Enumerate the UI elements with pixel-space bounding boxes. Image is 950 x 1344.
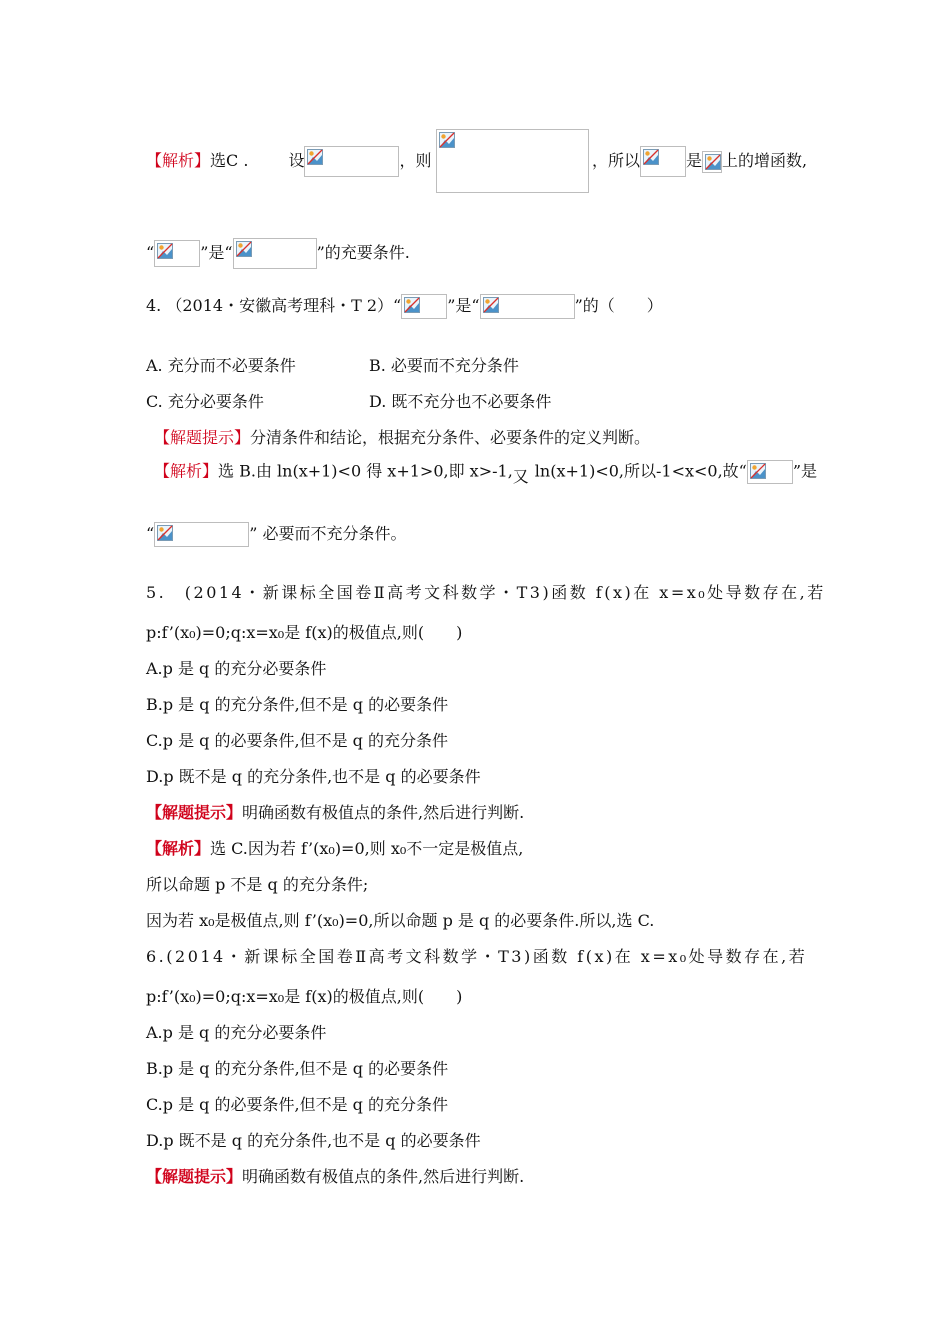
broken-image-icon: [705, 154, 721, 170]
q3-analysis-line1-cont: ，所以 是 上的增函数,: [592, 146, 807, 177]
q4-hint: 【解题提示】分清条件和结论，根据充分条件、必要条件的定义判断。: [154, 428, 651, 447]
q6-option-c: C.p 是 q 的必要条件,但不是 q 的充分条件: [146, 1095, 449, 1114]
broken-image-icon: [236, 241, 252, 257]
q6-stem-line1: 6.(2014・新课标全国卷Ⅱ高考文科数学・T3)函数 f(x)在 x=x₀处导数存在,若: [146, 947, 808, 966]
formula-image: [233, 238, 317, 269]
q6-stem-line2: p:f’(x₀)=0;q:x=x₀是 f(x)的极值点,则( ): [146, 987, 463, 1006]
analysis-tag: 【解析】: [146, 839, 211, 858]
q3-analysis-line2: “ ”是“ ”的充要条件.: [146, 238, 410, 269]
q4-option-b: B. 必要而不充分条件: [369, 356, 519, 375]
broken-image-icon: [404, 297, 420, 313]
analysis-tag: 【解析】: [154, 461, 219, 481]
q5-stem-line2: p:f’(x₀)=0;q:x=x₀是 f(x)的极值点,则( ): [146, 623, 463, 642]
q4-option-d: D. 既不充分也不必要条件: [369, 392, 552, 411]
q4-analysis-line2: “ ” 必要而不充分条件。: [146, 522, 406, 547]
q6-option-a: A.p 是 q 的充分必要条件: [146, 1023, 327, 1042]
q4-option-a: A. 充分而不必要条件: [146, 356, 296, 375]
formula-image: [747, 460, 793, 484]
formula-image: [436, 129, 589, 193]
broken-image-icon: [439, 132, 455, 148]
formula-image: [480, 294, 575, 319]
hint-tag: 【解题提示】: [146, 1167, 243, 1186]
hint-tag: 【解题提示】: [154, 428, 251, 447]
formula-image: [154, 240, 200, 267]
q4-option-c: C. 充分必要条件: [146, 392, 264, 411]
q5-hint: 【解题提示】明确函数有极值点的条件,然后进行判断.: [146, 803, 525, 822]
formula-image: [154, 522, 249, 547]
broken-image-icon: [643, 149, 659, 165]
q6-option-d: D.p 既不是 q 的充分条件,也不是 q 的必要条件: [146, 1131, 481, 1150]
q5-option-c: C.p 是 q 的必要条件,但不是 q 的充分条件: [146, 731, 449, 750]
q3-analysis-line1: 【解析】选C . 设 ，则: [146, 146, 431, 177]
broken-image-icon: [750, 463, 766, 479]
q4-analysis-line1: 【解析】选 B.由 ln(x+1)<0 得 x+1>0,即 x>-1,又 ln(x+1)<0,所以-1<x<0,故“ ”是: [154, 461, 818, 486]
q6-hint: 【解题提示】明确函数有极值点的条件,然后进行判断.: [146, 1167, 525, 1186]
analysis-tag: 【解析】: [146, 151, 211, 170]
q6-option-b: B.p 是 q 的充分条件,但不是 q 的必要条件: [146, 1059, 449, 1078]
broken-image-icon: [157, 525, 173, 541]
q5-option-d: D.p 既不是 q 的充分条件,也不是 q 的必要条件: [146, 767, 481, 786]
q5-option-b: B.p 是 q 的充分条件,但不是 q 的必要条件: [146, 695, 449, 714]
formula-image: [304, 146, 399, 177]
hint-tag: 【解题提示】: [146, 803, 243, 822]
q5-analysis-line3: 因为若 x₀是极值点,则 f’(x₀)=0,所以命题 p 是 q 的必要条件.所以,选 C.: [146, 911, 655, 930]
formula-image: [702, 151, 722, 173]
broken-image-icon: [483, 297, 499, 313]
q5-analysis-line2: 所以命题 p 不是 q 的充分条件;: [146, 875, 369, 894]
broken-image-icon: [157, 243, 173, 259]
formula-image: [401, 294, 447, 319]
q5-stem-line1: 5. (2014・新课标全国卷Ⅱ高考文科数学・T3)函数 f(x)在 x=x₀处导数存在,若: [146, 583, 826, 602]
formula-image: [640, 146, 686, 177]
q5-option-a: A.p 是 q 的充分必要条件: [146, 659, 327, 678]
q5-analysis-line1: 【解析】选 C.因为若 f’(x₀)=0,则 x₀不一定是极值点,: [146, 839, 524, 858]
broken-image-icon: [307, 149, 323, 165]
q4-stem: 4. （2014・安徽高考理科・T 2）“ ”是“ ”的（ ）: [146, 294, 663, 319]
